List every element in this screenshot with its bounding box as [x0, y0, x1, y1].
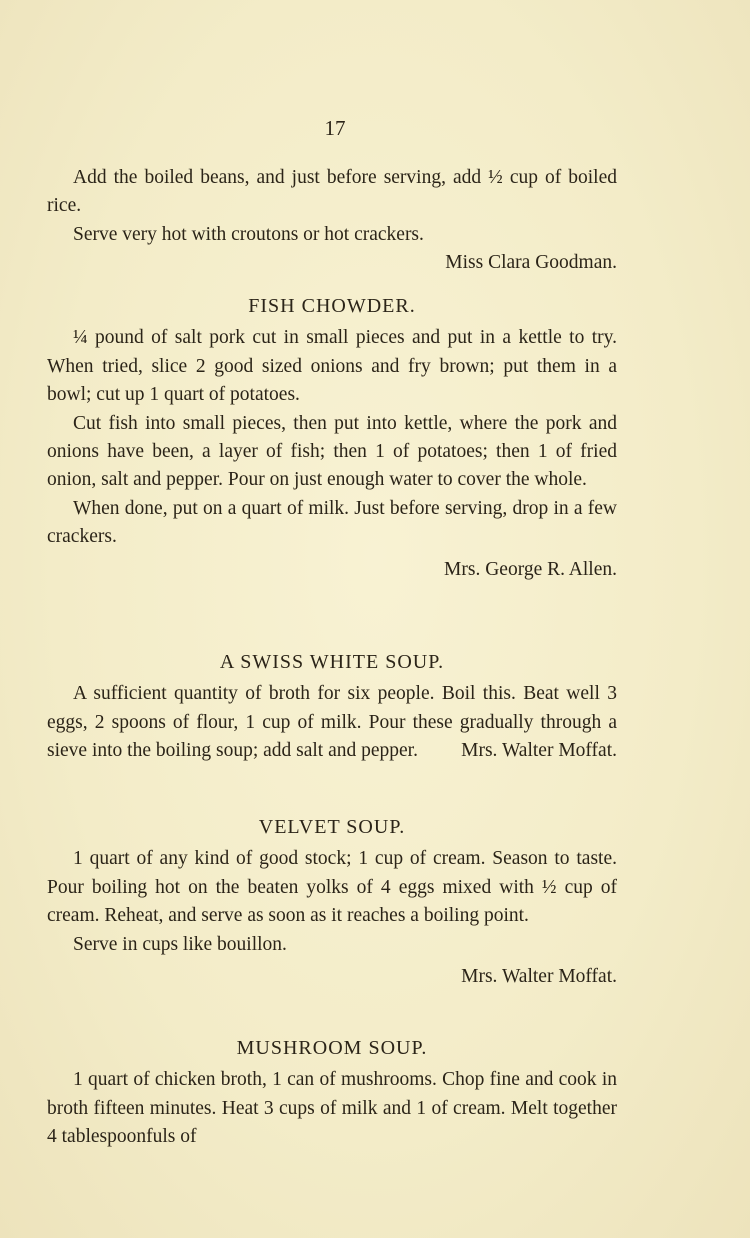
- intro-paragraph-1: Add the boiled beans, and just before serving, add ½ cup of boiled rice.: [47, 167, 617, 217]
- velvet-soup-title: VELVET SOUP.: [258, 816, 406, 838]
- swiss-white-soup-title: A SWISS WHITE SOUP.: [219, 651, 445, 673]
- fish-chowder-signature: Mrs. George R. Allen.: [444, 558, 617, 580]
- swiss-white-soup-signature: Mrs. Walter Moffat.: [461, 740, 617, 762]
- fish-chowder-section: [47, 292, 617, 584]
- swiss-white-soup-text: A sufficient quantity of broth for six people. Boil this. Beat well 3 eggs, 2 spoons of flour, 1 cup of milk. Pour these gradually through a sieve into the boiling soup; add salt and pepper.: [47, 683, 617, 762]
- velvet-soup-signature: Mrs. Walter Moffat.: [461, 966, 617, 988]
- mushroom-soup-title: MUSHROOM SOUP.: [236, 1037, 428, 1059]
- velvet-soup-section: [47, 813, 617, 991]
- intro-signature: Miss Clara Goodman.: [445, 252, 617, 274]
- fish-chowder-paragraph-2: Cut fish into small pieces, then put into kettle, where the pork and onions have been, a layer of fish; then 1 of potatoes; then 1 of fried onion, salt and pepper. Pour on just enough water to cover the whole.: [47, 412, 617, 491]
- velvet-soup-paragraph-1: 1 quart of any kind of good stock; 1 cup of cream. Season to taste. Pour boiling hot on the beaten yolks of 4 eggs mixed with ½ cup of cream. Reheat, and serve as soon as it reaches a boiling point.: [47, 848, 617, 927]
- page-number: 17: [324, 116, 346, 140]
- intro-paragraph-2: Serve very hot with croutons or hot crackers.: [73, 223, 424, 245]
- velvet-soup-paragraph-2: Serve in cups like bouillon.: [73, 933, 287, 955]
- fish-chowder-paragraph-1: ¼ pound of salt pork cut in small pieces and put in a kettle to try. When tried, slice 2 good sized onions and fry brown; put them in a bowl; cut up 1 quart of potatoes.: [47, 327, 617, 406]
- fish-chowder-paragraph-3: When done, put on a quart of milk. Just before serving, drop in a few crackers.: [47, 497, 617, 548]
- mushroom-soup-paragraph-1: 1 quart of chicken broth, 1 can of mushrooms. Chop fine and cook in broth fifteen minutes. Heat 3 cups of milk and 1 of cream. Melt together 4 tablespoonfuls of: [47, 1069, 617, 1148]
- intro-section: [47, 164, 617, 278]
- fish-chowder-title: FISH CHOWDER.: [248, 295, 416, 317]
- mushroom-soup-section: [47, 1034, 617, 1152]
- swiss-white-soup-paragraph-1: [47, 680, 617, 765]
- swiss-white-soup-section: [47, 648, 617, 766]
